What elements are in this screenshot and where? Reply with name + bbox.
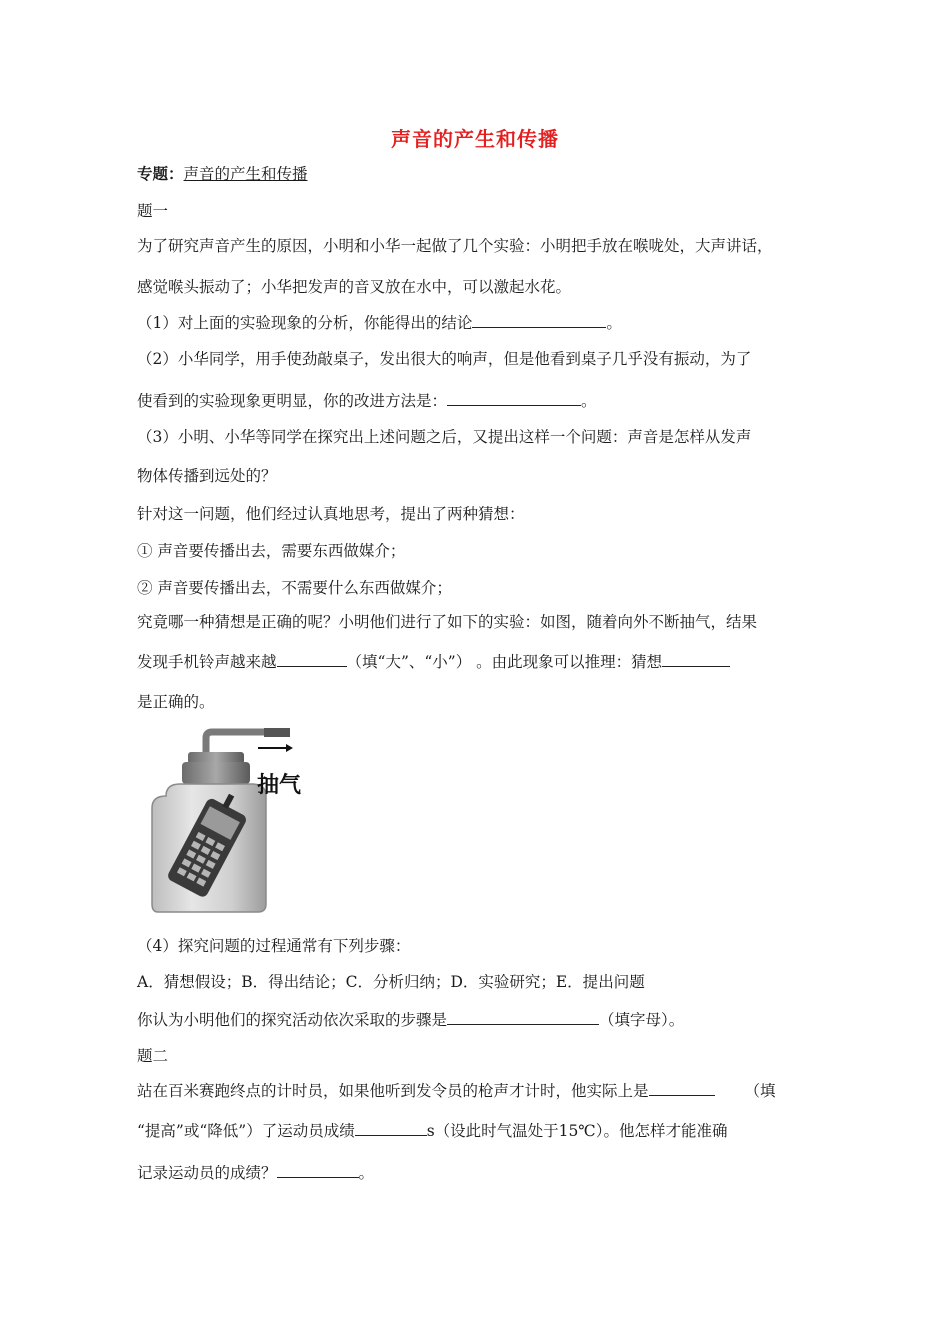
q2-line-2b: s（设此时气温处于15℃）。他怎样才能准确 — [426, 1122, 728, 1140]
topic-label: 专题： — [137, 165, 184, 183]
q1-part-3-line-1: （3）小明、小华等同学在探究出上述问题之后，又提出这样一个问题：声音是怎样从发声 — [137, 428, 752, 446]
q1-intro-line-1: 为了研究声音产生的原因，小明和小华一起做了几个实验：小明把手放在喉咙处，大声讲话， — [137, 237, 773, 255]
q1-part-3-line-3: 针对这一问题，他们经过认真地思考，提出了两种猜想： — [137, 505, 525, 523]
question-1-heading: 题一 — [137, 202, 169, 220]
answer-blank[interactable] — [447, 1010, 599, 1025]
topic-value: 声音的产生和传播 — [183, 165, 308, 183]
answer-blank[interactable] — [649, 1081, 715, 1096]
question-2-heading: 题二 — [137, 1047, 169, 1065]
guess-2: ② 声音要传播出去，不需要什么东西做媒介； — [137, 579, 452, 597]
vacuum-jar-figure — [146, 726, 306, 916]
answer-blank[interactable] — [472, 313, 606, 328]
q1-part-3-line-5a: 发现手机铃声越来越 — [137, 653, 277, 671]
q1-part-3-line-4: 究竟哪一种猜想是正确的呢？小明他们进行了如下的实验：如图，随着向外不断抽气，结果 — [137, 613, 758, 631]
answer-blank[interactable] — [277, 652, 347, 667]
answer-blank[interactable] — [447, 391, 581, 406]
q2-line-1a: 站在百米赛跑终点的计时员，如果他听到发令员的枪声才计时，他实际上是 — [137, 1082, 649, 1100]
q1-part-2-line-1: （2）小华同学，用手使劲敲桌子，发出很大的响声，但是他看到桌子几乎没有振动，为了 — [137, 350, 752, 368]
q2-line-1b: （填 — [744, 1082, 776, 1100]
q1-part-1-end: 。 — [606, 314, 622, 332]
answer-blank[interactable] — [277, 1163, 359, 1178]
q1-part-4-text: 你认为小明他们的探究活动依次采取的步骤是 — [137, 1011, 448, 1029]
q1-part-2-end: 。 — [581, 392, 597, 410]
q2-line-1 — [137, 1080, 776, 1102]
q2-line-2a: “提高”或“降低”）了运动员成绩 — [137, 1122, 355, 1140]
pump-out-label: 抽气 — [257, 773, 302, 798]
answer-blank[interactable] — [662, 652, 730, 667]
vacuum-jar-illustration — [146, 726, 306, 916]
q1-part-4-line-3 — [137, 1009, 684, 1031]
q1-part-1 — [137, 312, 622, 334]
q1-part-3-line-5b: （填“大”、“小”） 。由此现象可以推理：猜想 — [346, 653, 663, 671]
q2-line-3b: 。 — [358, 1164, 375, 1182]
q2-line-3 — [137, 1162, 374, 1184]
q1-part-4-end: （填字母）。 — [599, 1011, 685, 1029]
q1-part-3-line-5 — [137, 651, 730, 673]
guess-1: ① 声音要传播出去，需要东西做媒介； — [137, 542, 406, 560]
q1-part-4-line-1: （4）探究问题的过程通常有下列步骤： — [137, 937, 411, 955]
q1-part-2-line-2 — [137, 390, 597, 412]
q2-line-2 — [137, 1120, 727, 1142]
q1-part-1-text: （1）对上面的实验现象的分析，你能得出的结论 — [137, 314, 473, 332]
q2-line-3a: 记录运动员的成绩？ — [137, 1164, 277, 1182]
q1-part-3-line-2: 物体传播到远处的？ — [137, 467, 277, 485]
topic-line — [137, 163, 308, 185]
q1-part-4-steps: A．猜想假设；B．得出结论；C．分析归纳；D．实验研究；E．提出问题 — [137, 973, 645, 991]
q1-part-3-line-6: 是正确的。 — [137, 693, 215, 711]
q1-intro-line-2: 感觉喉头振动了；小华把发声的音叉放在水中，可以激起水花。 — [137, 278, 572, 296]
answer-blank[interactable] — [355, 1121, 427, 1136]
q1-part-2-text: 使看到的实验现象更明显，你的改进方法是： — [137, 392, 448, 410]
page-title: 声音的产生和传播 — [391, 127, 559, 151]
